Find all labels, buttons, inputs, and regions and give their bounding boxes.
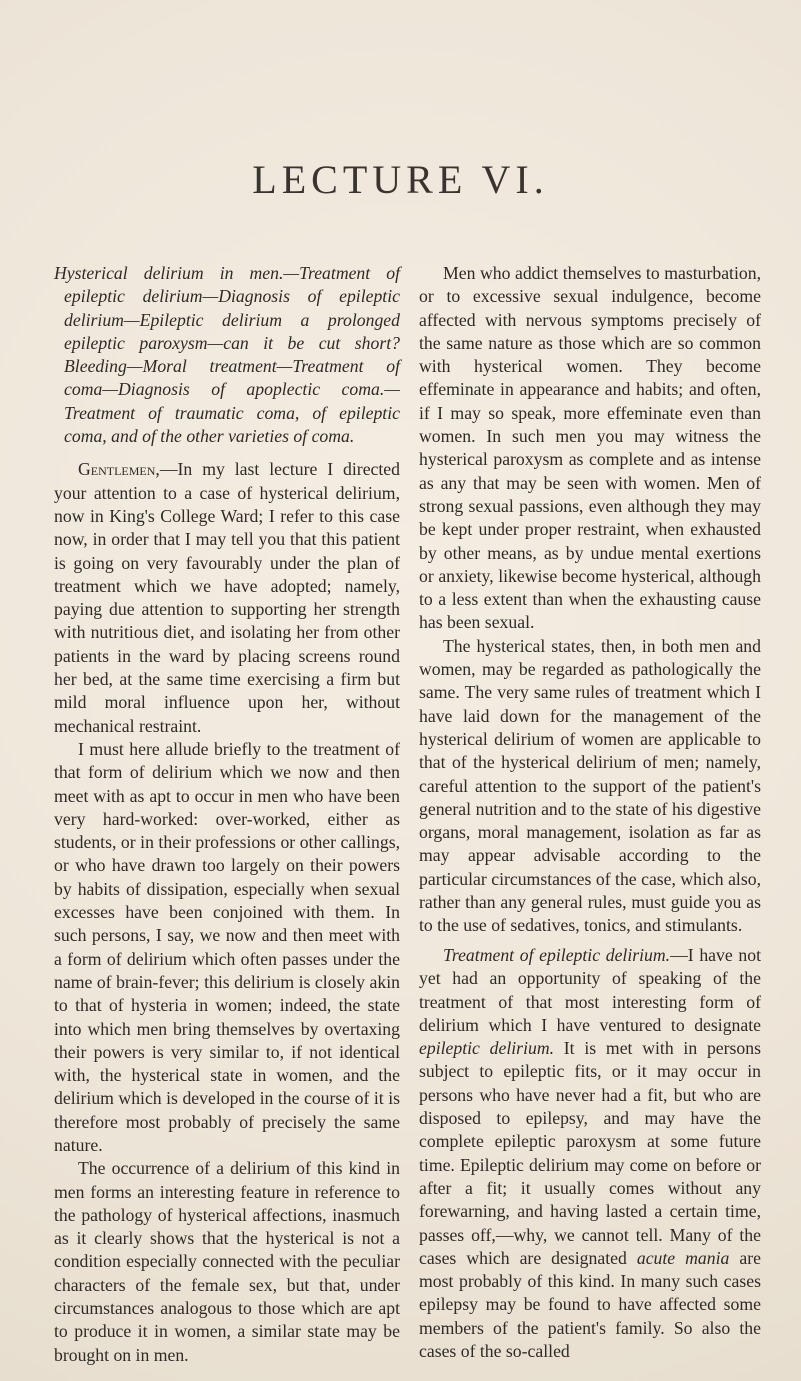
paragraph-6-text-b: It is met with in persons subject to epileptic fits, or it may occur in persons who have never had a fit, but who are disposed to epilepsy, and may have the complete epileptic paroxysm at some future time. Epileptic delirium may come on before or after a fit; it usually comes without any forewarning, and having lasted a certain time, passes off,—why, we cannot tell. Many of the cases which are designated (419, 1038, 761, 1268)
paragraph-6-text-c: are most probably of this kind. In many such cases epilepsy may be found to have affected some members of the patient's family. So also the cases of the so-called (419, 1247, 761, 1362)
right-column-lower (419, 944, 761, 1363)
salutation: Gentlemen, (78, 459, 160, 480)
paragraph-3: The occurrence of a delirium of this kind in men forms an interesting feature in reference to the pathology of hysterical affections, inasmuch as it clearly shows that the hysterical is not a condition especially connected with the peculiar characters of the female sex, but that, under circumstances analogous to those which are apt to produce it in women, a similar state may be brought on in men. (54, 1158, 400, 1365)
paragraph-1-text: —In my last lecture I directed your attention to a case of hysterical delirium, now in King's College Ward; I refer to this case now, in order that I may tell you that this patient is going on very favourably under the plan of treatment which we have adopted; namely, paying due attention to supporting her strength with nutritious diet, and isolating her from other patients in the ward by placing screens round her bed, at the same time exercising a firm but mild moral influence upon her, without mechanical restraint. (54, 459, 400, 736)
section-heading: Treatment of epileptic delirium. (443, 945, 671, 965)
paragraph-1 (54, 458, 400, 738)
term-acute-mania: acute mania (636, 1247, 730, 1268)
paragraph-4: Men who addict themselves to masturbation, or to excessive sexual indulgence, become affected with nervous symptoms precisely of the same nature as those which are so common with hysterical women. They become effeminate in appearance and habits; and often, if I may so speak, more effeminate even than women. In such men you may witness the hysterical paroxysm as complete and as intense as any that may be seen with women. Men of strong sexual passions, even although they may be kept under proper restraint, when exhausted by other means, as by undue mental exertions or anxiety, likewise become hysterical, although to a less extent than when the exhausting cause has been sexual. (419, 263, 761, 633)
paragraph-6-text-a: —I have not yet had an opportunity of speaking of the treatment of that most interesting form of delirium which I have ventured to designate (419, 945, 761, 1035)
chapter-summary: Hysterical delirium in men.—Treatment of epileptic delirium—Diagnosis of epileptic delirium—Epileptic delirium a prolonged epileptic paroxysm—can it be cut short? Bleeding—Moral treatment—Treatment of coma—Diagnosis of apoplectic coma.—Treatment of traumatic coma, of epileptic coma, and of the other varieties of coma. (54, 263, 400, 447)
left-column (54, 262, 400, 1367)
paragraph-6 (419, 944, 761, 1363)
lecture-title: LECTURE VI. (252, 157, 549, 202)
term-epileptic-delirium: epileptic delirium. (419, 1038, 555, 1059)
paragraph-2: I must here allude briefly to the treatment of that form of delirium which we now and then meet with as apt to occur in men who have been very hard-worked: over-worked, either as students, or in their professions or other callings, or who have drawn too largely on their powers by habits of dissipation, especially when sexual excesses have been conjoined with them. In such persons, I say, we now and then meet with a form of delirium which often passes under the name of brain-fever; this delirium is closely akin to that of hysteria in women; indeed, the state into which men bring themselves by overtaxing their powers is very similar to, if not identical with, the hysterical state in women, and the delirium which is developed in the course of it is therefore most probably of precisely the same nature. (54, 738, 400, 1155)
right-column (419, 262, 761, 938)
paragraph-5: The hysterical states, then, in both men and women, may be regarded as pathologically the same. The very same rules of treatment which I have laid down for the management of the hysterical delirium of women are applicable to that of the hysterical delirium of men; namely, careful attention to the support of the patient's general nutrition and to the state of his digestive organs, moral management, isolation as far as may appear advisable according to the particular circumstances of the case, which also, rather than any general rules, must guide you as to the use of sedatives, tonics, and stimulants. (419, 635, 761, 936)
